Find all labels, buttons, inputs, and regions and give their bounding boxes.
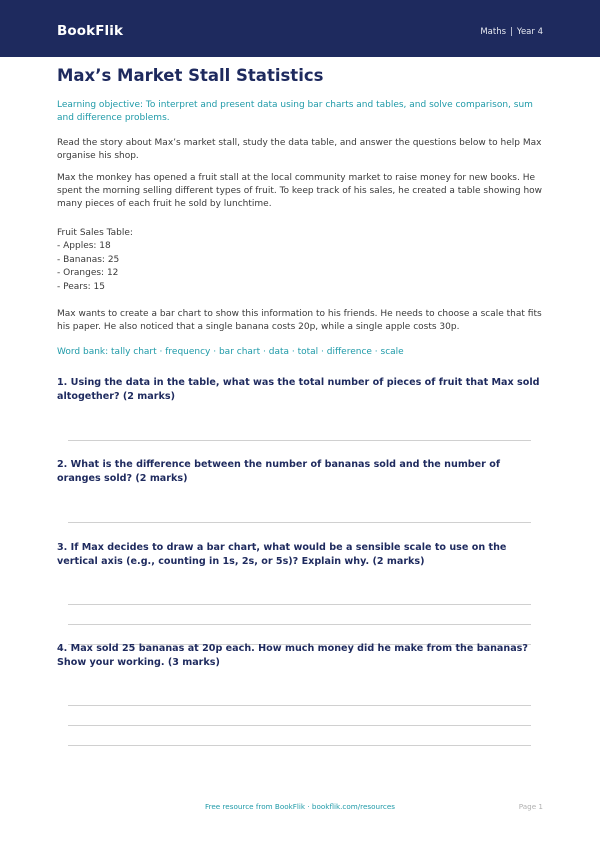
separator: | xyxy=(510,27,513,37)
question-2: 2. What is the difference between the number of bananas sold and the number of oranges sold? (2 marks) xyxy=(57,459,501,484)
answer-line[interactable] xyxy=(68,745,531,746)
chart-info-text: Max wants to create a bar chart to show this information to his friends. He needs to choose a scale that fits his paper. He also noticed that a single banana costs 20p, while a single apple costs 30p. xyxy=(57,309,542,332)
question-4: 4. Max sold 25 bananas at 20p each. How much money did he make from the bananas? Show your working. (3 marks) xyxy=(57,643,528,668)
intro-text: Read the story about Max’s market stall, study the data table, and answer the questions below to help Max organise his shop. xyxy=(57,138,542,161)
footer-credit: Free resource from BookFlik · bookflik.com/resources xyxy=(204,802,396,811)
answer-line[interactable] xyxy=(68,440,531,441)
answer-line[interactable] xyxy=(68,522,531,523)
list-item: - Pears: 15 xyxy=(57,282,106,293)
answer-line[interactable] xyxy=(68,725,531,726)
learning-objective: Learning objective: To interpret and present data using bar charts and tables, and solve comparison, sum and difference problems. xyxy=(57,100,533,123)
brand-logo: BookFlik xyxy=(57,23,124,39)
page-number: Page 1 xyxy=(518,802,543,811)
page-title: Max’s Market Stall Statistics xyxy=(57,66,324,85)
answer-line[interactable] xyxy=(68,604,531,605)
list-item: - Bananas: 25 xyxy=(57,254,120,265)
page-header xyxy=(0,0,600,57)
subject-label: Maths xyxy=(480,27,507,37)
fruit-sales-list xyxy=(57,240,119,295)
question-1: 1. Using the data in the table, what was the total number of pieces of fruit that Max sold altogether? (2 marks) xyxy=(57,377,540,402)
question-3: 3. If Max decides to draw a bar chart, what would be a sensible scale to use on the vertical axis (e.g., counting in 1s, 2s, or 5s)? Explain why. (2 marks) xyxy=(57,542,507,567)
subject-year-label xyxy=(480,27,543,37)
list-item: - Oranges: 12 xyxy=(57,268,119,279)
fruit-table-title: Fruit Sales Table: xyxy=(57,228,133,238)
answer-line[interactable] xyxy=(68,624,531,625)
list-item: - Apples: 18 xyxy=(57,241,111,251)
story-text: Max the monkey has opened a fruit stall at the local community market to raise money for new books. He spent the morning selling different types of fruit. To keep track of his sales, he created a table showing how many pieces of each fruit he sold by lunchtime. xyxy=(57,173,543,209)
word-bank: Word bank: tally chart · frequency · bar chart · data · total · difference · scale xyxy=(57,347,404,357)
year-label: Year 4 xyxy=(516,27,543,37)
answer-line[interactable] xyxy=(68,705,531,706)
